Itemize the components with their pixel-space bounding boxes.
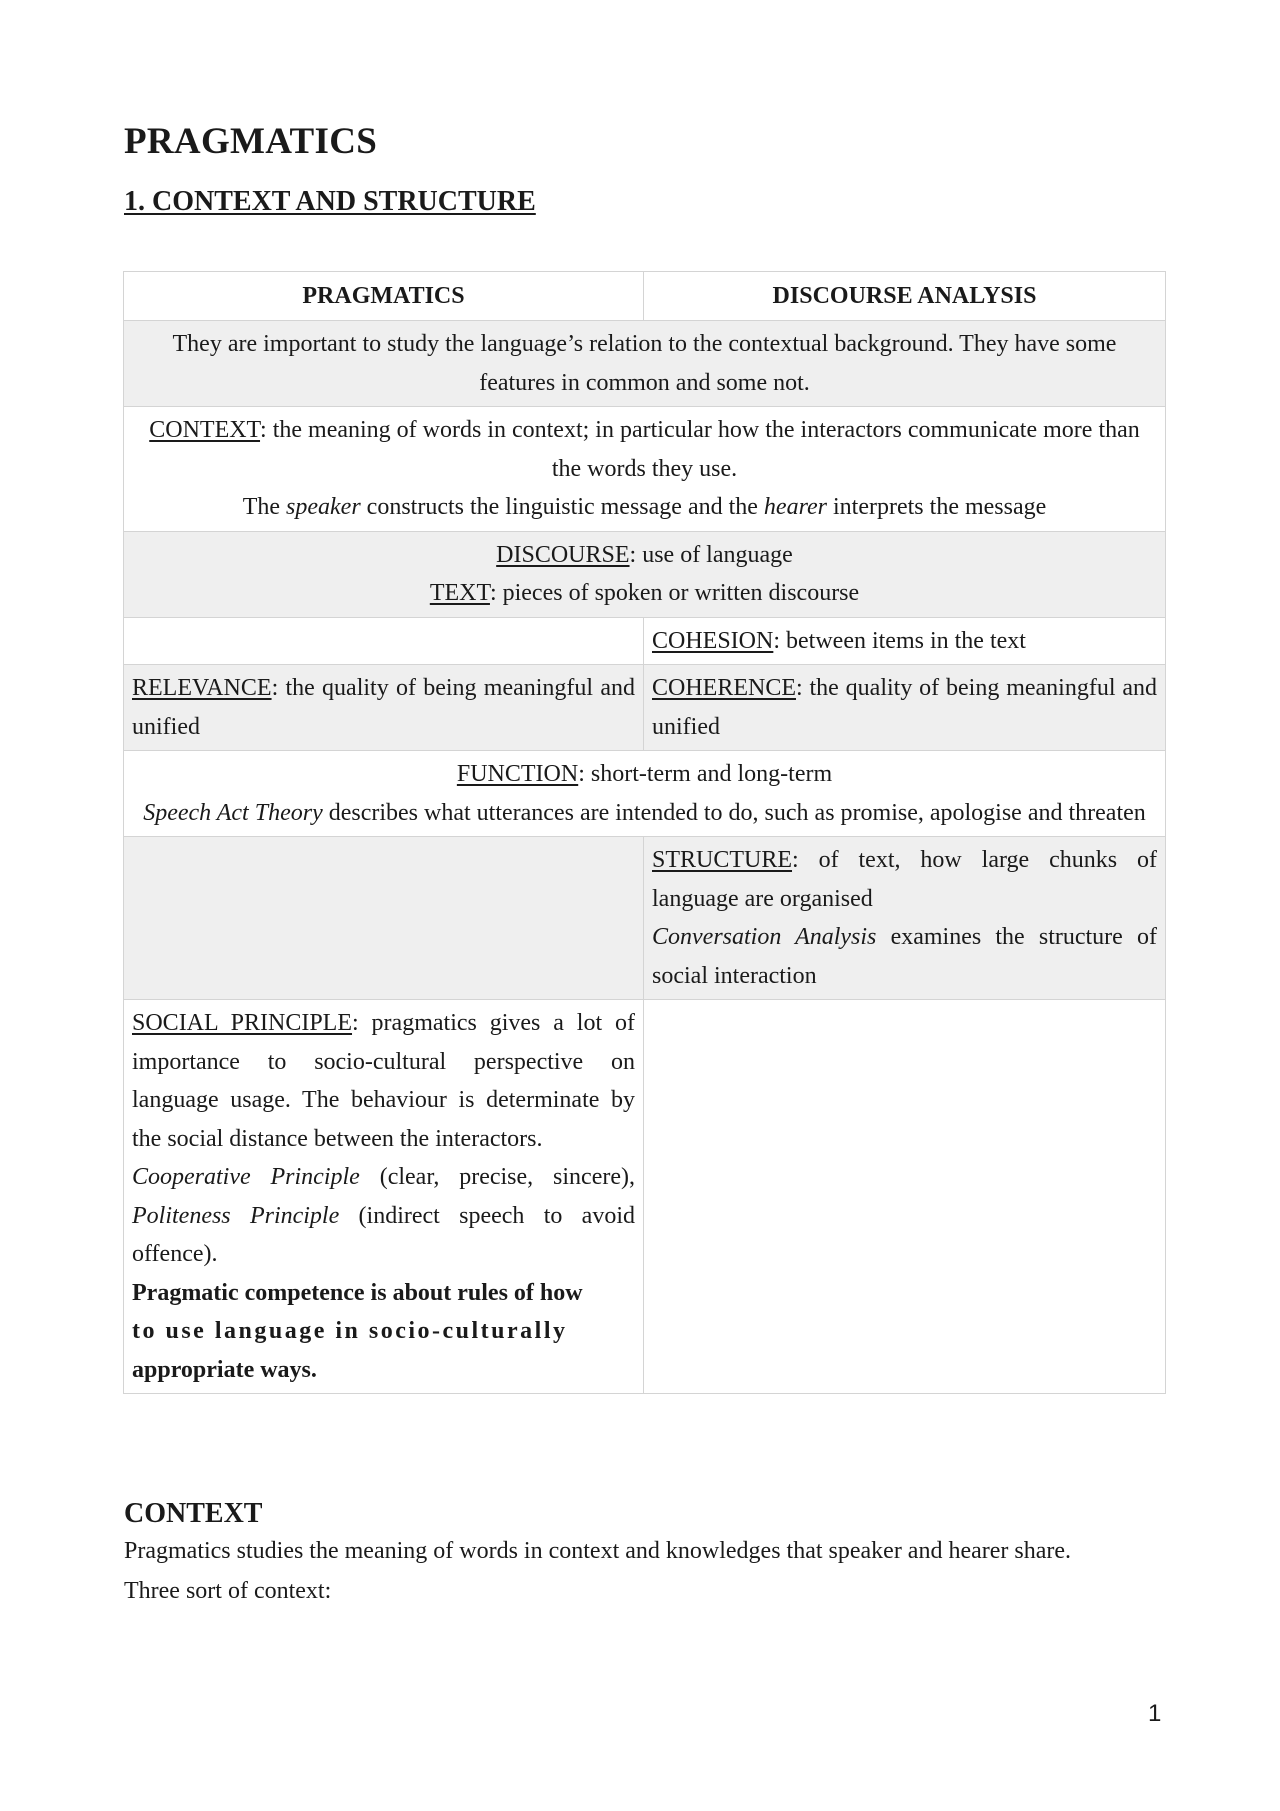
function-term: FUNCTION — [456, 761, 579, 787]
comparison-table — [123, 271, 1166, 1394]
pragmatic-competence-line1: Pragmatic competence is about rules of how — [132, 1279, 583, 1306]
cohesion-cell: COHESION: between items in the text — [644, 617, 1166, 665]
cooperative-principle: Cooperative Principle — [132, 1164, 360, 1190]
document-title: PRAGMATICS — [124, 121, 378, 162]
context-heading: CONTEXT — [124, 1498, 263, 1529]
empty-cell — [124, 617, 644, 665]
relevance-cell: RELEVANCE: the quality of being meaningful and unified — [124, 665, 644, 751]
empty-cell — [644, 1000, 1166, 1394]
social-principle-term: SOCIAL PRINCIPLE — [132, 1010, 353, 1036]
table-header-row — [124, 272, 1166, 321]
table-row — [124, 407, 1166, 532]
conversation-analysis: Conversation Analysis — [652, 924, 877, 950]
structure-cell: STRUCTURE: of text, how large chunks of language are organised Conversation Analysis examines the structure of social interaction — [644, 837, 1166, 1000]
header-pragmatics: PRAGMATICS — [124, 272, 644, 321]
discourse-text-cell: DISCOURSE: use of language TEXT: pieces of spoken or written discourse — [124, 531, 1166, 617]
page-number: 1 — [1148, 1700, 1162, 1727]
speaker-term: speaker — [286, 494, 361, 520]
table-row — [124, 665, 1166, 751]
coherence-cell: COHERENCE: the quality of being meaningful and unified — [644, 665, 1166, 751]
context-cell: CONTEXT: the meaning of words in context; in particular how the interactors communicate more than the words they use. The speaker constructs the linguistic message and the hearer interprets the message — [124, 407, 1166, 532]
structure-term: STRUCTURE — [652, 847, 793, 873]
context-paragraph-2: Three sort of context: — [124, 1578, 332, 1604]
context-definition: : the meaning of words in context; in particular how the interactors communicate more than the words they use. — [260, 417, 1140, 482]
text-term: TEXT — [429, 580, 490, 606]
politeness-principle: Politeness Principle — [132, 1202, 340, 1229]
table-row — [124, 1000, 1166, 1394]
table-row — [124, 837, 1166, 1000]
speech-act-theory: Speech Act Theory — [143, 799, 323, 826]
pragmatic-competence-line2: to use language in socio-culturally — [132, 1318, 568, 1344]
pragmatic-competence-line3: appropriate ways. — [132, 1356, 317, 1383]
relevance-term: RELEVANCE — [132, 675, 272, 701]
empty-cell — [124, 837, 644, 1000]
section-heading: 1. CONTEXT AND STRUCTURE — [124, 186, 536, 217]
table-row — [124, 531, 1166, 617]
context-term: CONTEXT — [149, 417, 261, 443]
hearer-term: hearer — [763, 494, 828, 520]
coherence-term: COHERENCE — [652, 675, 796, 701]
table-row — [124, 321, 1166, 407]
cohesion-term: COHESION — [652, 627, 774, 654]
common-features-cell: They are important to study the language’s relation to the contextual background. They have some features in common and some not. — [124, 321, 1166, 407]
table-row — [124, 617, 1166, 665]
discourse-term: DISCOURSE — [496, 541, 630, 568]
social-principle-cell: SOCIAL PRINCIPLE: pragmatics gives a lot of importance to socio-cultural perspective on language usage. The behaviour is determinate by the social distance between the interactors. Cooperative Principle (clear, precise, sincere), Politeness Principle (indirect speech to avoid offence). Pragmatic competence is about rules of how to use language in socio-culturally appropriate ways. — [124, 1000, 644, 1394]
function-cell: FUNCTION: short-term and long-term Speech Act Theory describes what utterances are intended to do, such as promise, apologise and threaten — [124, 751, 1166, 837]
table-row — [124, 751, 1166, 837]
header-discourse-analysis: DISCOURSE ANALYSIS — [644, 272, 1166, 321]
context-paragraph: Pragmatics studies the meaning of words in context and knowledges that speaker and hearer share. — [124, 1538, 1072, 1564]
